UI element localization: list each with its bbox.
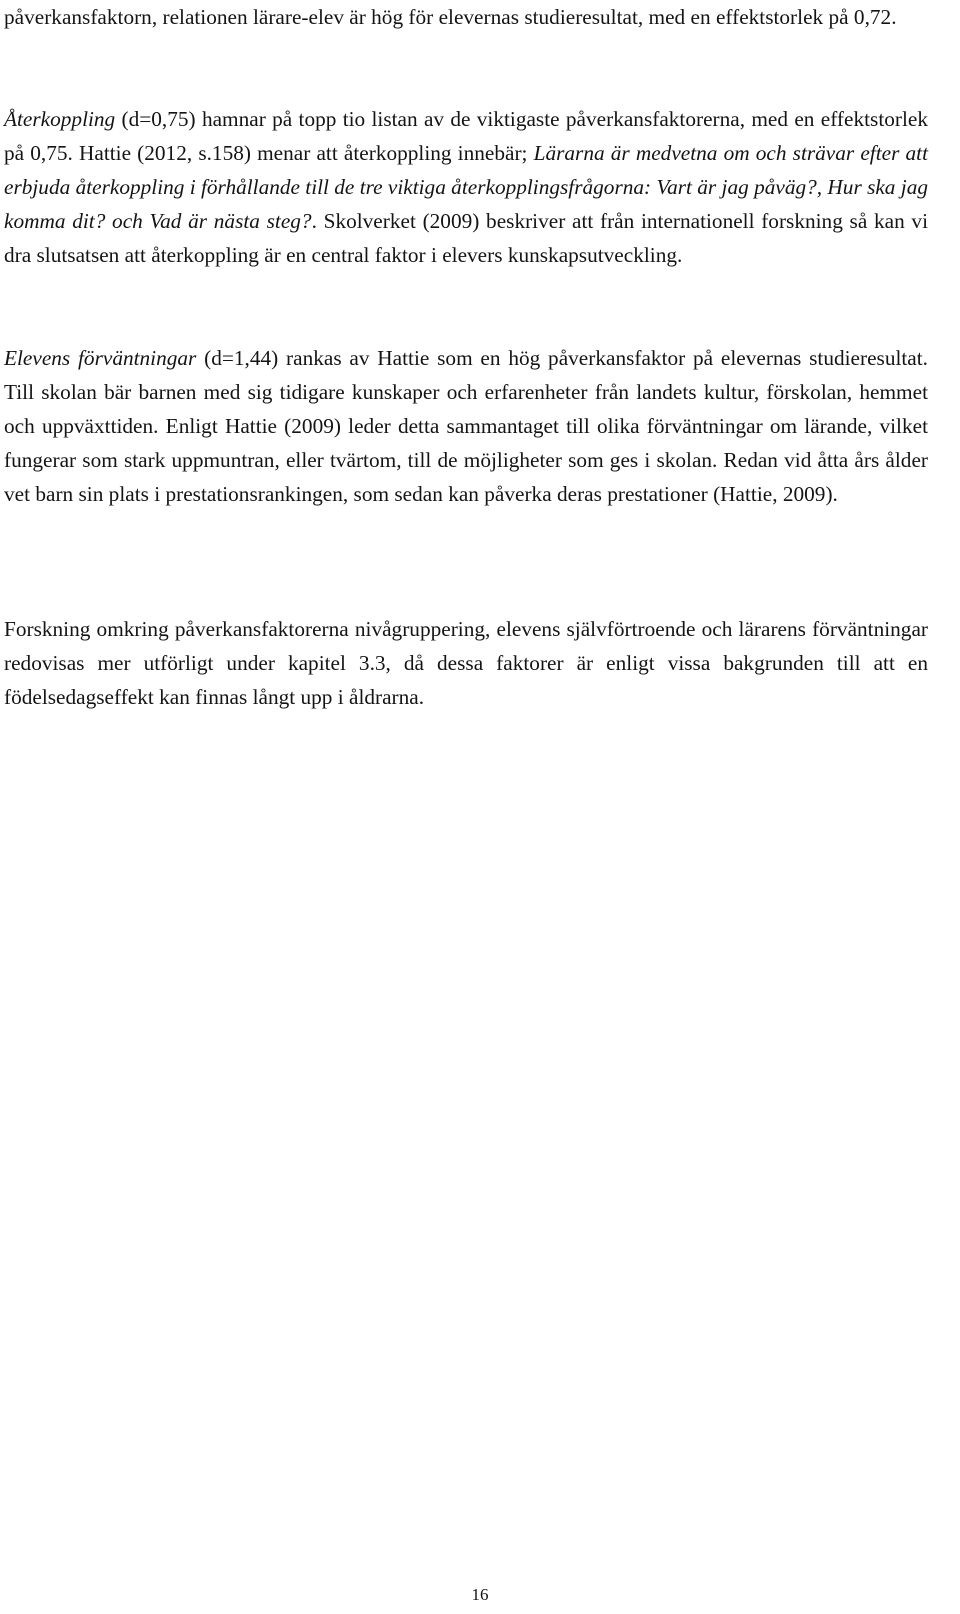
term-expectations: Elevens förväntningar (4, 346, 197, 370)
paragraph-text: (d=0,75) hamnar på topp tio listan av de viktigaste påverkansfaktorerna, med en effektstorlek på 0,75. Hattie (2012, s.158) menar att återkoppling innebär; (4, 107, 928, 165)
paragraph-text: Forskning omkring påverkansfaktorerna nivågruppering, elevens självförtroende och lärarens förväntningar redovisas mer utförligt under kapitel 3.3, då dessa faktorer är enligt vissa bakgrunden till att en födelsedagseffekt kan finnas långt upp i åldrarna. (4, 617, 928, 709)
paragraph-text: (d=1,44) rankas av Hattie som en hög påverkansfaktor på elevernas studieresultat. Till skolan bär barnen med sig tidigare kunskaper och erfarenheter från landets kultur, förskolan, hemmet och uppväxttiden. Enligt Hattie (2009) leder detta sammantaget till olika förväntningar om lärande, vilket fungerar som stark uppmuntran, eller tvärtom, till de möjligheter som ges i skolan. Redan vid åtta års ålder vet barn sin plats i prestationsrankingen, som sedan kan påverka deras prestationer (Hattie, 2009). (4, 346, 928, 506)
paragraph-expectations (4, 341, 928, 511)
paragraph-research (4, 612, 928, 714)
paragraph-feedback (4, 102, 928, 272)
quote-italic: Lärarna är medvetna om och strävar efter att erbjuda återkoppling i förhållande till de tre viktiga återkopplingsfrågorna: Vart är jag påväg?, Hur ska jag komma dit? och Vad är nästa steg? (4, 141, 928, 233)
page-number: 16 (471, 1585, 489, 1604)
term-feedback: Återkoppling (4, 107, 116, 131)
paragraph-text: . Skolverket (2009) beskriver att från internationell forskning så kan vi dra slutsatsen att återkoppling är en central faktor i elevers kunskapsutveckling. (4, 209, 928, 267)
paragraph-text: påverkansfaktorn, relationen lärare-elev är hög för elevernas studieresultat, med en effektstorlek på 0,72. (4, 5, 897, 29)
paragraph-relationship (4, 0, 897, 34)
